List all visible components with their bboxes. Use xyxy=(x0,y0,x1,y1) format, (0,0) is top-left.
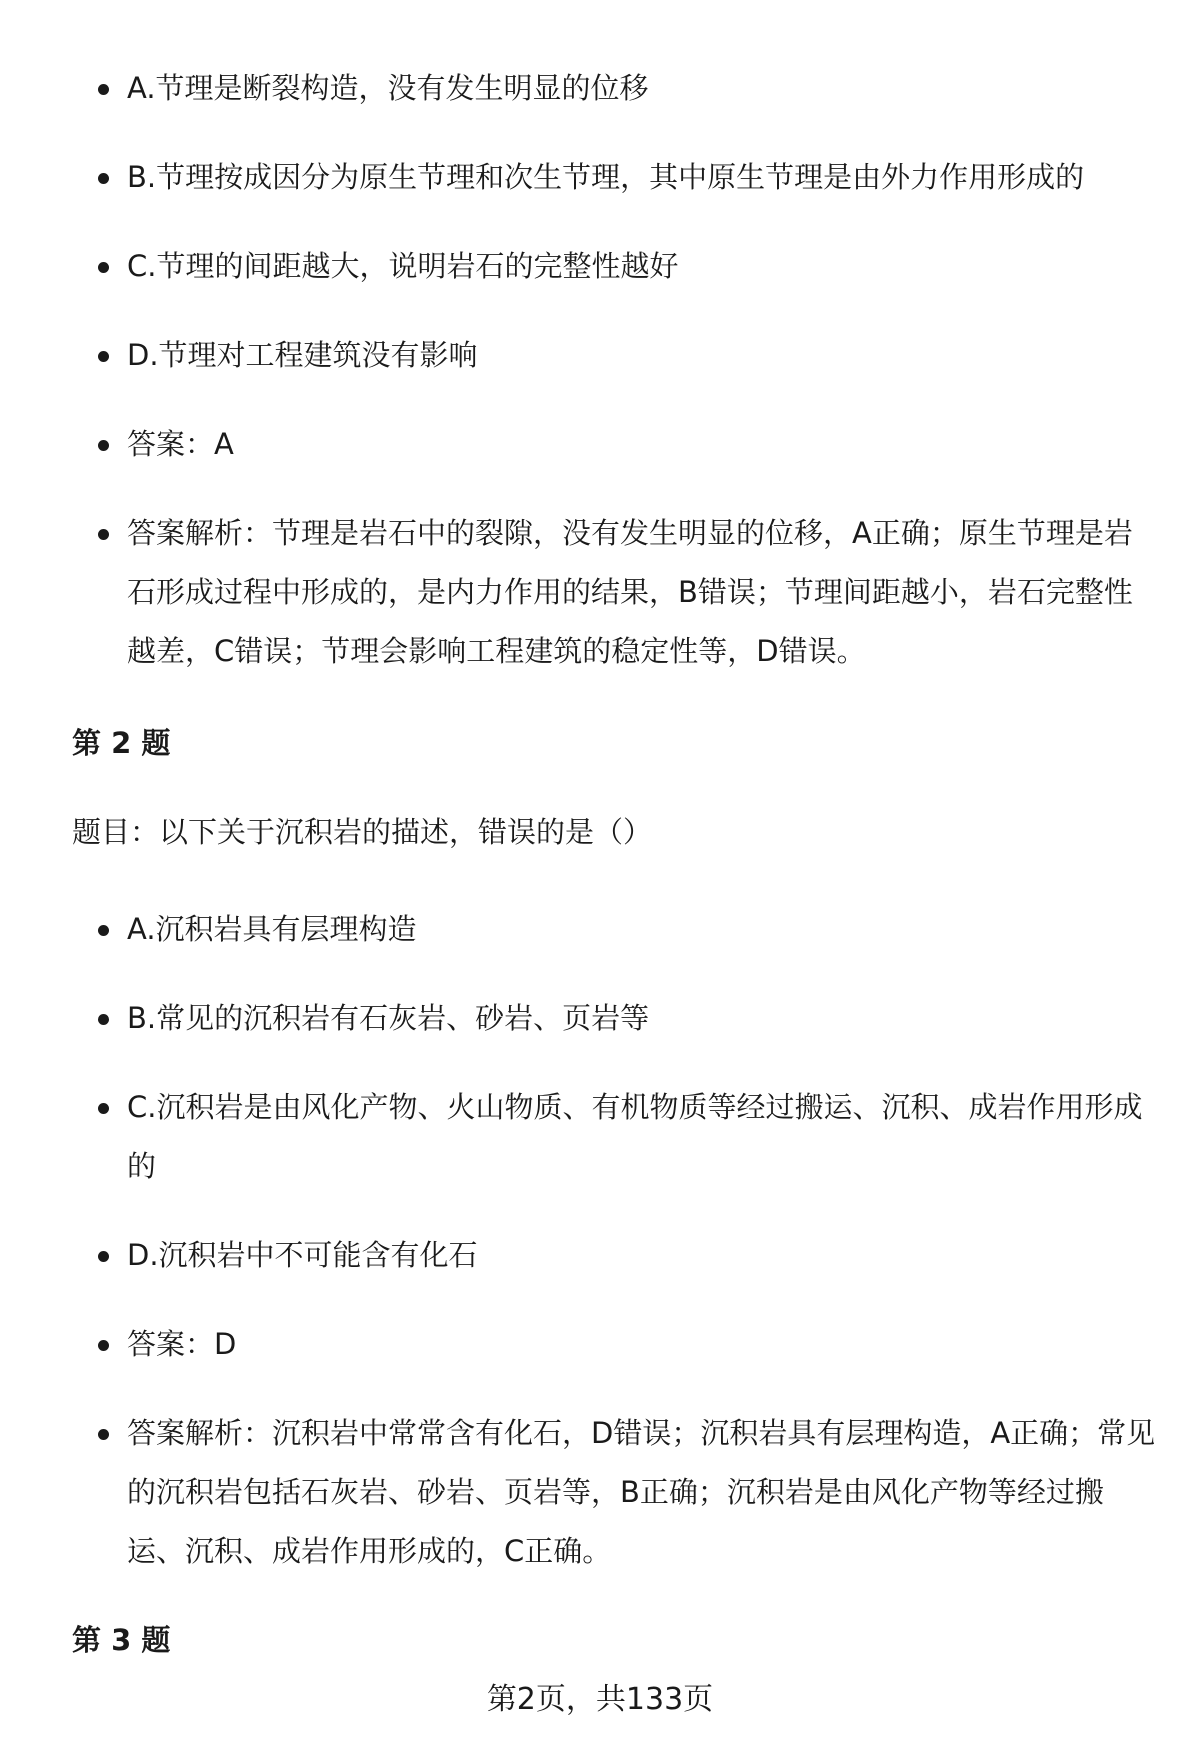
q1-analysis: 答案解析：节理是岩石中的裂隙，没有发生明显的位移，A正确；原生节理是岩石形成过程中形成的，是内力作用的结果，B错误；节理间距越小，岩石完整性越差，C错误；节理会影响工程建筑的稳定性等，D错误。 xyxy=(0,504,1200,681)
q2-option-c: C.沉积岩是由风化产物、火山物质、有机物质等经过搬运、沉积、成岩作用形成的 xyxy=(0,1078,1200,1196)
q1-option-d: D.节理对工程建筑没有影响 xyxy=(0,326,1200,385)
q1-option-c: C.节理的间距越大，说明岩石的完整性越好 xyxy=(0,237,1200,296)
q1-option-a: A.节理是断裂构造，没有发生明显的位移 xyxy=(0,59,1200,118)
q1-answer: 答案：A xyxy=(0,415,1200,474)
q2-option-d: D.沉积岩中不可能含有化石 xyxy=(0,1226,1200,1285)
q1-option-list xyxy=(0,59,1200,681)
q1-option-b: B.节理按成因分为原生节理和次生节理，其中原生节理是由外力作用形成的 xyxy=(0,148,1200,207)
q3-heading: 第 3 题 xyxy=(72,1623,171,1657)
page-footer: 第2页，共133页 xyxy=(486,1682,714,1717)
q2-option-a: A.沉积岩具有层理构造 xyxy=(0,900,1200,959)
q2-answer: 答案：D xyxy=(0,1315,1200,1374)
q2-heading: 第 2 题 xyxy=(72,726,171,760)
q2-analysis: 答案解析：沉积岩中常常含有化石，D错误；沉积岩具有层理构造，A正确；常见的沉积岩包括石灰岩、砂岩、页岩等，B正确；沉积岩是由风化产物等经过搬运、沉积、成岩作用形成的，C正确。 xyxy=(0,1404,1200,1581)
q2-option-list xyxy=(0,900,1200,1581)
q2-option-b: B.常见的沉积岩有石灰岩、砂岩、页岩等 xyxy=(0,989,1200,1048)
q2-question: 题目：以下关于沉积岩的描述，错误的是（） xyxy=(72,815,653,849)
